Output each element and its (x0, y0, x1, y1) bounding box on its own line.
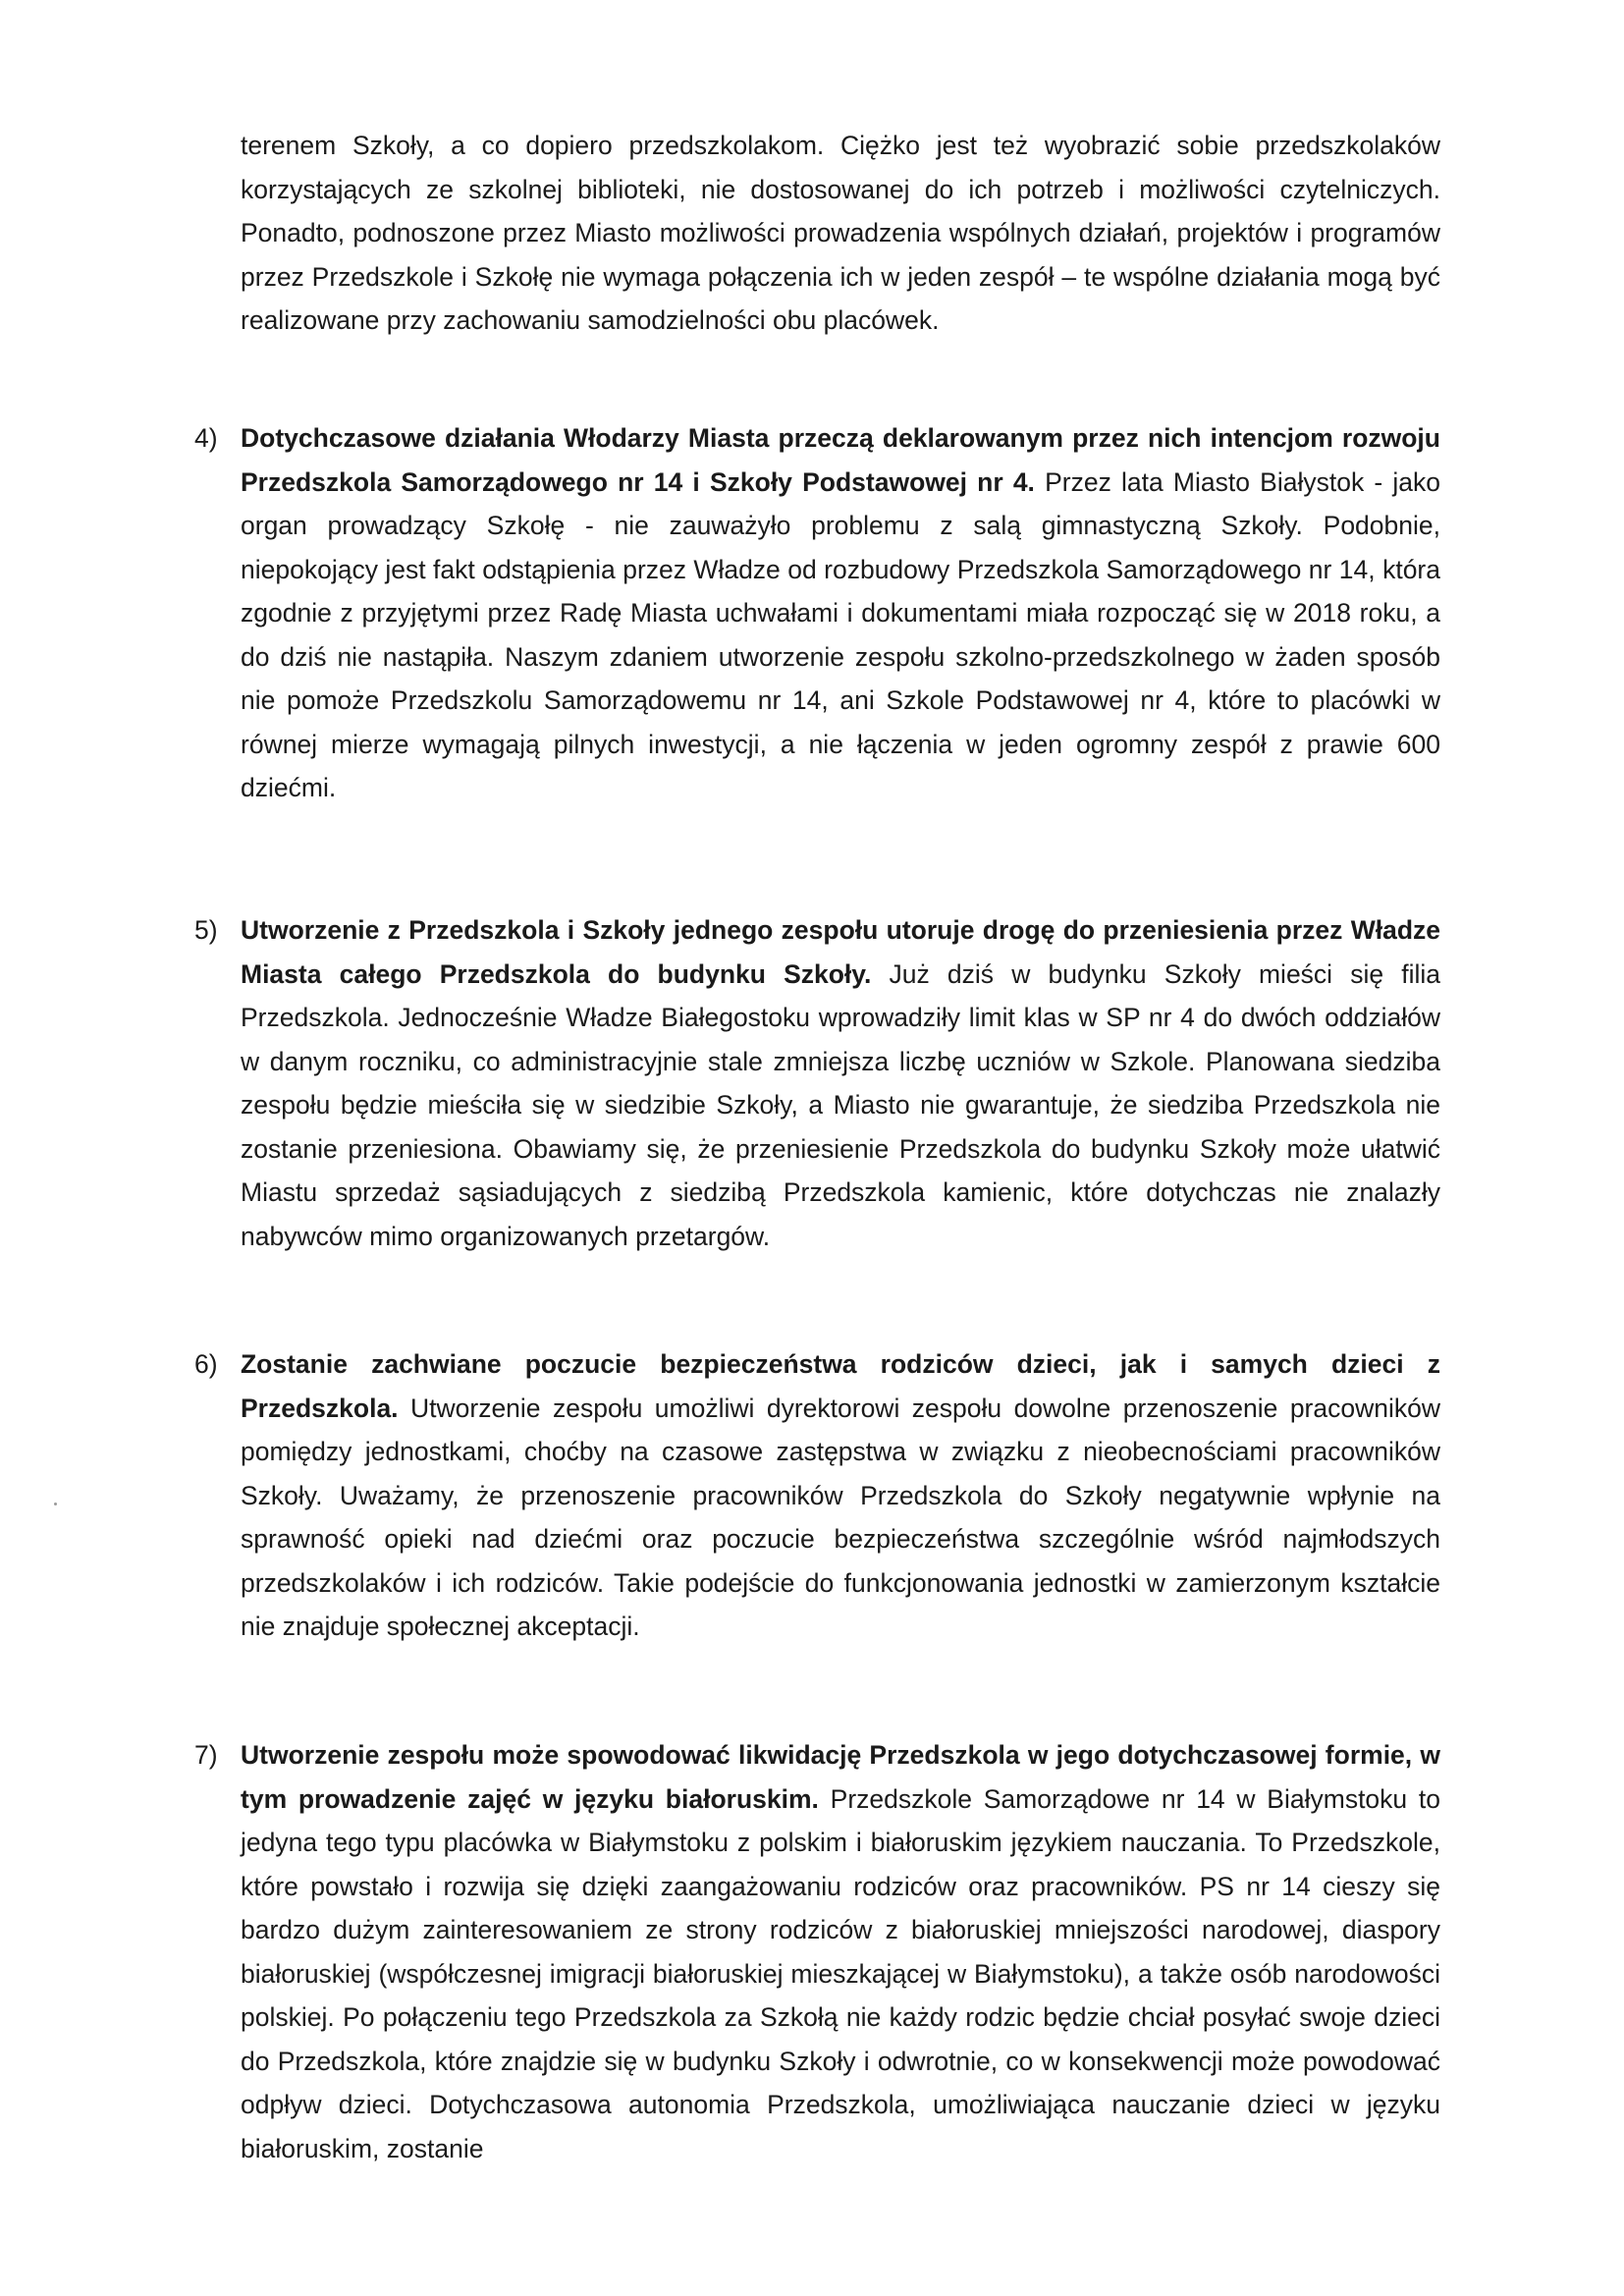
list-item-body (241, 1342, 1440, 1649)
list-item-4 (194, 416, 1440, 810)
list-item-text: Utworzenie zespołu umożliwi dyrektorowi zespołu dowolne przenoszenie pracowników pomiędzy jednostkami, choćby na czasowe zastępstwa w związku z nieobecnościami pracowników Szkoły. Uważamy, że przenoszenie pracowników Przedszkola do Szkoły negatywnie wpłynie na sprawność opieki nad dziećmi oraz poczucie bezpieczeństwa szczególnie wśród najmłodszych przedszkolaków i ich rodziców. Takie podejście do funkcjonowania jednostki w zamierzonym kształcie nie znajduje społecznej akceptacji. (241, 1393, 1440, 1641)
list-item-heading: Utworzenie z Przedszkola i Szkoły jednego zespołu utoruje drogę do przeniesienia przez Władze Miasta całego Przedszkola do budynku Szkoły. (241, 915, 1440, 989)
list-number: 7) (194, 1740, 218, 1770)
list-number: 6) (194, 1349, 218, 1379)
intro-paragraph: terenem Szkoły, a co dopiero przedszkolakom. Ciężko jest też wyobrazić sobie przedszkolaków korzystających ze szkolnej biblioteki, nie dostosowanej do ich potrzeb i możliwości czytelniczych. Ponadto, podnoszone przez Miasto możliwości prowadzenia wspólnych działań, projektów i programów przez Przedszkole i Szkołę nie wymaga połączenia ich w jeden zespół – te wspólne działania mogą być realizowane przy zachowaniu samodzielności obu placówek. (241, 131, 1440, 335)
list-item-heading: Dotychczasowe działania Włodarzy Miasta przeczą deklarowanym przez nich intencjom rozwoju Przedszkola Samorządowego nr 14 i Szkoły Podstawowej nr 4. (241, 423, 1440, 497)
list-item-text: Przez lata Miasto Białystok - jako organ prowadzący Szkołę - nie zauważyło problemu z salą gimnastyczną Szkoły. Podobnie, niepokojący jest fakt odstąpienia przez Władze od rozbudowy Przedszkola Samorządowego nr 14, która zgodnie z przyjętymi przez Radę Miasta uchwałami i dokumentami miała rozpocząć się w 2018 roku, a do dziś nie nastąpiła. Naszym zdaniem utworzenie zespołu szkolno-przedszkolnego w żaden sposób nie pomoże Przedszkolu Samorządowemu nr 14, ani Szkole Podstawowej nr 4, które to placówki w równej mierze wymagają pilnych inwestycji, a nie łączenia w jeden ogromny zespół z prawie 600 dziećmi. (241, 466, 1440, 802)
list-item-text: Przedszkole Samorządowe nr 14 w Białymstoku to jedyna tego typu placówka w Białymstoku z polskim i białoruskim językiem nauczania. To Przedszkole, które powstało i rozwija się dzięki zaangażowaniu rodziców oraz pracowników. PS nr 14 cieszy się bardzo dużym zainteresowaniem ze strony rodziców z białoruskiej mniejszości narodowej, diaspory białoruskiej (współczesnej imigracji białoruskiej mieszkającej w Białymstoku), a także osób narodowości polskiej. Po połączeniu tego Przedszkola za Szkołą nie każdy rodzic będzie chciał posyłać swoje dzieci do Przedszkola, które znajdzie się w budynku Szkoły i odwrotnie, co w konsekwencji może powodować odpływ dzieci. Dotychczasowa autonomia Przedszkola, umożliwiająca nauczanie dzieci w języku białoruskim, zostanie (241, 1783, 1440, 2163)
list-item-body (241, 416, 1440, 810)
list-item-text: Już dziś w budynku Szkoły mieści się filia Przedszkola. Jednocześnie Władze Białegostoku wprowadziły limit klas w SP nr 4 do dwóch oddziałów w danym roczniku, co administracyjnie stale zmniejsza liczbę uczniów w Szkole. Planowana siedziba zespołu będzie mieściła się w siedzibie Szkoły, a Miasto nie gwarantuje, że siedziba Przedszkola nie zostanie przeniesiona. Obawiamy się, że przeniesienie Przedszkola do budynku Szkoły może ułatwić Miastu sprzedaż sąsiadujących z siedzibą Przedszkola kamienic, które dotychczas nie znalazły nabywców mimo organizowanych przetargów. (241, 958, 1440, 1251)
list-number: 4) (194, 423, 218, 453)
list-item-body (241, 908, 1440, 1258)
list-item-body (241, 1733, 1440, 2170)
list-item-heading: Utworzenie zespołu może spowodować likwidację Przedszkola w jego dotychczasowej formie, w tym prowadzenie zajęć w języku białoruskim. (241, 1740, 1440, 1814)
list-number: 5) (194, 915, 218, 945)
list-item-7 (194, 1733, 1440, 2170)
list-item-5 (194, 908, 1440, 1258)
scan-speck (54, 1503, 57, 1505)
list-item-heading: Zostanie zachwiane poczucie bezpieczeństwa rodziców dzieci, jak i samych dzieci z Przedszkola. (241, 1349, 1440, 1423)
list-item-6 (194, 1342, 1440, 1649)
